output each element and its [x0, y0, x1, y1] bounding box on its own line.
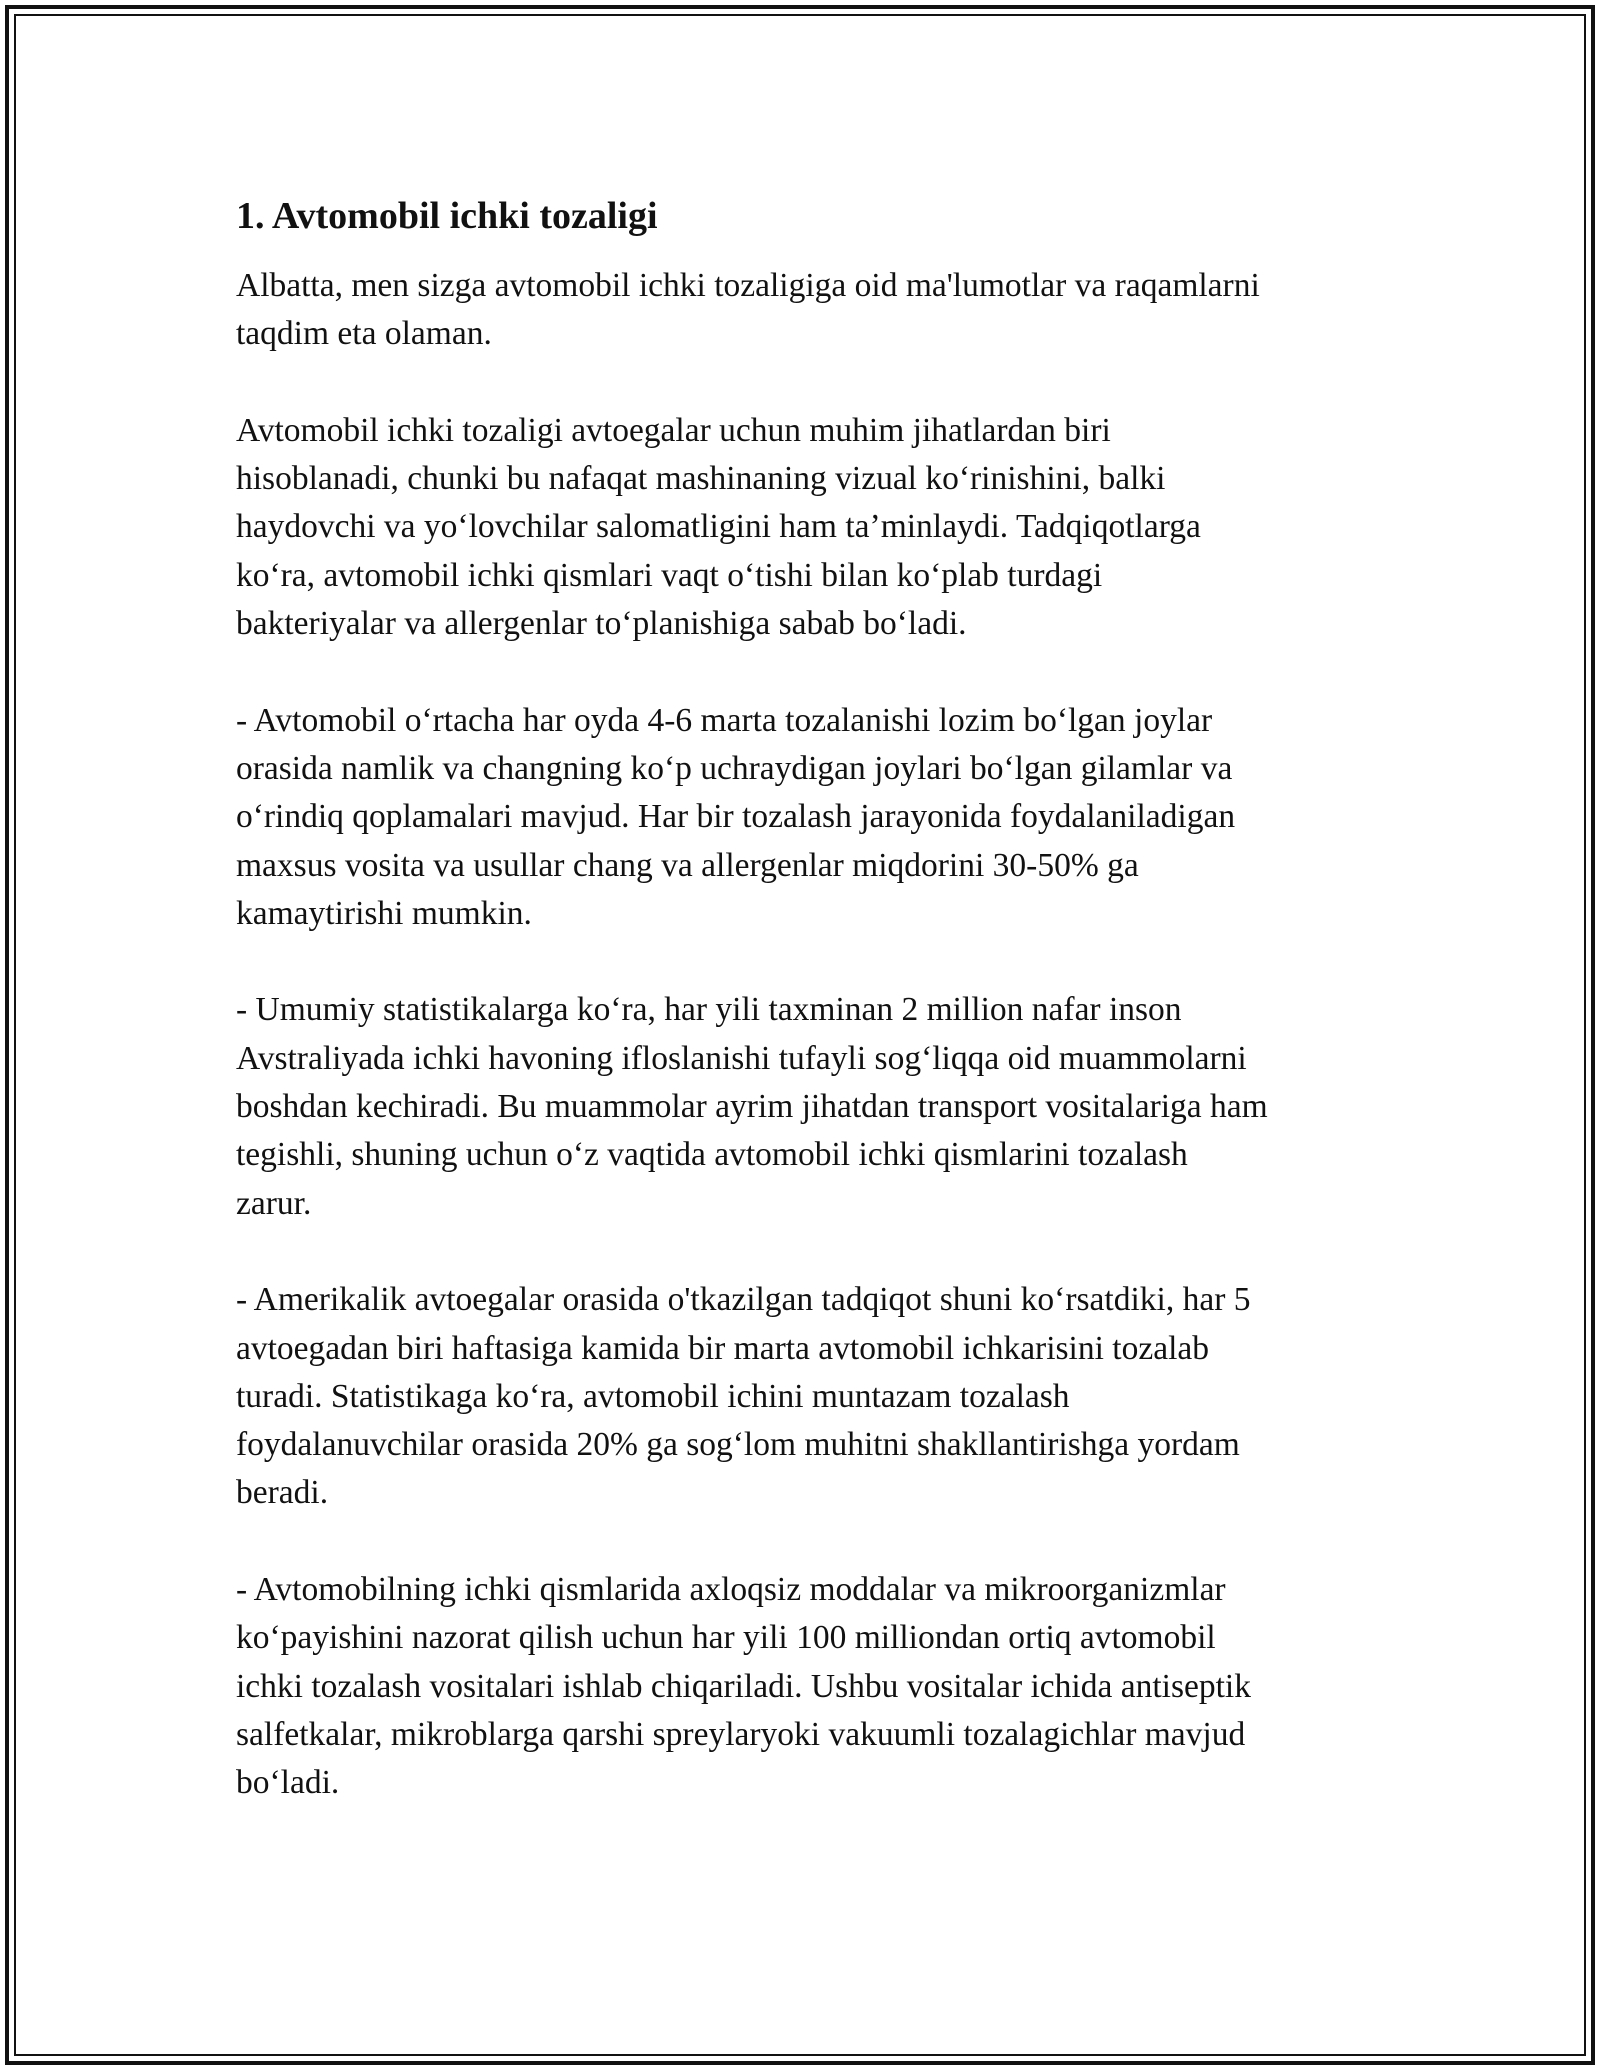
- paragraph-intro: Albatta, men sizga avtomobil ichki tozaligiga oid ma'lumotlar va raqamlarni taqdim eta olaman.: [236, 267, 1260, 353]
- paragraph-australia-statistics: - Umumiy statistikalarga ko‘ra, har yili taxminan 2 million nafar inson Avstraliyada ichki havoning ifloslanishi tufayli sog‘liqqa oid muammolarni boshdan kechiradi. Bu muammolar ayrim jihatdan transport vositalariga ham tegishli, shuning uchun o‘z vaqtida avtomobil ichki qismlarini tozalash zarur.: [236, 991, 1268, 1222]
- document-title: 1. Avtomobil ichki tozaligi: [236, 195, 658, 237]
- paragraph-overview: Avtomobil ichki tozaligi avtoegalar uchun muhim jihatlardan biri hisoblanadi, chunki bu nafaqat mashinaning vizual ko‘rinishini, balki haydovchi va yo‘lovchilar salomatligini ham ta’minlaydi. Tadqiqotlarga ko‘ra, avtomobil ichki qismlari vaqt o‘tishi bilan ko‘plab turdagi bakteriyalar va allergenlar to‘planishiga sabab bo‘ladi.: [236, 411, 1201, 643]
- paragraph-cleaning-products: - Avtomobilning ichki qismlarida axloqsiz moddalar va mikroorganizmlar ko‘payishini nazorat qilish uchun har yili 100 milliondan ortiq avtomobil ichki tozalash vositalari ishlab chiqariladi. Ushbu vositalar ichida antiseptik salfetkalar, mikroblarga qarshi spreylaryoki vakuumli tozalagichlar mavjud bo‘ladi.: [236, 1571, 1251, 1802]
- paragraph-cleaning-frequency: - Avtomobil o‘rtacha har oyda 4-6 marta tozalanishi lozim bo‘lgan joylar orasida namlik va changning ko‘p uchraydigan joylari bo‘lgan gilamlar va o‘rindiq qoplamalari mavjud. Har bir tozalash jarayonida foydalaniladigan maxsus vosita va usullar chang va allergenlar miqdorini 30-50% ga kamaytirishi mumkin.: [236, 701, 1236, 932]
- paragraph-american-study: - Amerikalik avtoegalar orasida o'tkazilgan tadqiqot shuni ko‘rsatdiki, har 5 avtoegadan biri haftasiga kamida bir marta avtomobil ichkarisini tozalab turadi. Statistikaga ko‘ra, avtomobil ichini muntazam tozalash foydalanuvchilar orasida 20% ga sog‘lom muhitni shakllantirishga yordam beradi.: [236, 1281, 1251, 1512]
- document-body: [236, 188, 1386, 1808]
